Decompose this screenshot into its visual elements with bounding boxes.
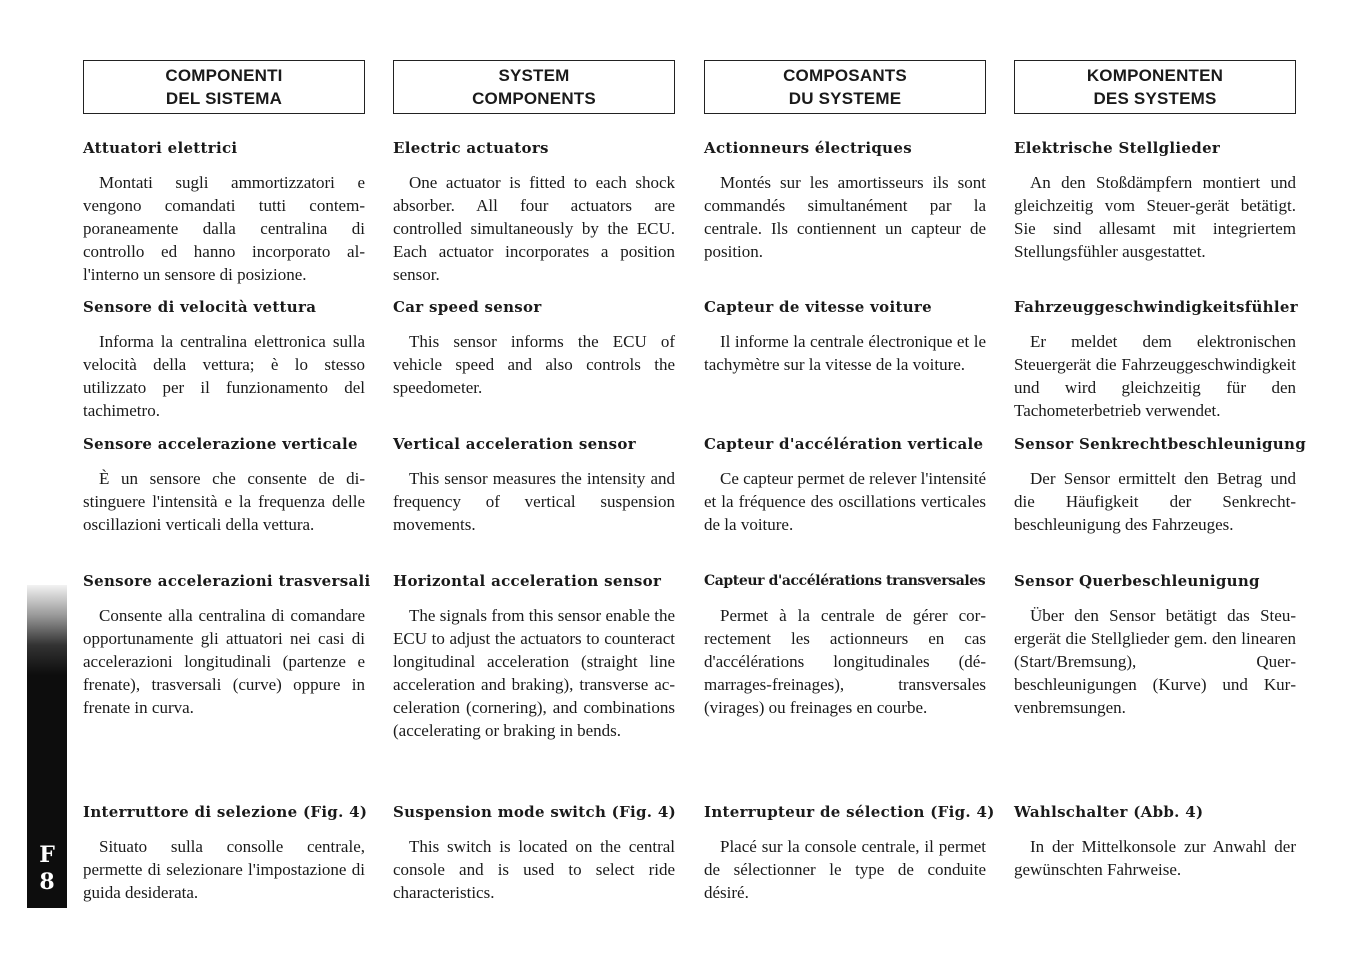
section-mode-switch [393,802,675,904]
section-body: È un sensore che consente de distinguere l'intensità e la frequenza delle oscillazioni verticali della vettura. [83,469,365,534]
section-body: Er meldet dem elektronischen Steuergerät die Fahrzeuggeschwindigkeit und wird gleichzeitig für den Tachometerbetrieb verwendet. [1014,332,1296,420]
section-horizontal-acceleration-sensor [704,571,986,719]
section-body: Informa la centralina elettronica sulla velocità della vettura; è lo stesso utilizzato per il funzionamento del tachimetro. [83,332,365,420]
section-body: This sensor measures the intensity and frequency of vertical suspension movements. [393,469,675,534]
section-title: Sensore accelerazione verticale [83,435,358,453]
header-line-1: SYSTEM [498,66,570,85]
section-title: Actionneurs électriques [704,139,912,157]
section-body: Situato sulla consolle centrale, permette di selezionare l'impostazione di guida desiderata. [83,837,365,902]
header-line-1: COMPONENTI [165,66,283,85]
section-electric-actuators [1014,138,1296,263]
section-mode-switch [704,802,995,904]
section-vertical-acceleration-sensor [393,434,675,536]
header-line-1: KOMPONENTEN [1086,66,1224,85]
section-car-speed-sensor [704,297,986,376]
section-horizontal-acceleration-sensor [393,571,675,742]
section-body: Der Sensor ermittelt den Betrag und die Häufigkeit der Senkrechtbeschleunigung des Fahrzeuges. [1014,469,1296,534]
section-title: Car speed sensor [393,298,542,316]
header-line-2: DES SYSTEMS [1093,89,1217,108]
section-title: Sensore accelerazioni trasversali [83,572,371,590]
section-title: Sensore di velocità vettura [83,298,317,316]
section-car-speed-sensor [393,297,675,399]
section-title: Sensor Querbeschleunigung [1014,572,1260,590]
section-electric-actuators [83,138,365,286]
section-body: Montés sur les amortisseurs ils sont commandés simultanément par la centrale. Ils contiennent un capteur de position. [704,173,986,261]
section-vertical-acceleration-sensor [1014,434,1307,536]
section-body: Placé sur la console centrale, il permet de sélectionner le type de conduite désiré. [704,837,986,902]
column-italian [83,60,371,902]
section-mode-switch [1014,802,1296,881]
section-title: Sensor Senkrechtbeschleunigung [1014,435,1307,453]
section-horizontal-acceleration-sensor [83,571,371,719]
section-title: Wahlschalter (Abb. 4) [1014,803,1204,821]
section-body: The signals from this sensor enable the ECU to adjust the actuators to counteract longitudinal acceleration (straight line acceleration and braking), transverse acceleration (cornering), and combinations (accelerating or braking in bends. [393,606,675,740]
column-header [1014,60,1296,114]
section-electric-actuators [704,138,986,263]
header-line-1: COMPOSANTS [783,66,907,85]
section-title: Horizontal acceleration sensor [393,572,662,590]
column-english [393,60,676,902]
section-body: This sensor informs the ECU of vehicle speed and also controls the speedometer. [393,332,675,397]
column-german [1014,60,1307,879]
section-title: Attuatori elettrici [83,139,238,157]
page-number: 8 [39,869,55,895]
column-header [704,60,986,114]
section-vertical-acceleration-sensor [704,434,986,536]
section-title: Capteur d'accélérations transversales [704,573,986,589]
section-title: Capteur de vitesse voiture [704,298,932,316]
section-horizontal-acceleration-sensor [1014,571,1296,719]
header-line-2: DU SYSTEME [788,89,902,108]
header-line-2: COMPONENTS [472,89,596,108]
section-vertical-acceleration-sensor [83,434,365,536]
section-title: Interrupteur de sélection (Fig. 4) [704,803,995,821]
section-electric-actuators [393,138,675,286]
section-car-speed-sensor [83,297,365,422]
column-header [83,60,365,114]
chapter-letter: F [39,842,55,868]
section-title: Elektrische Stellglieder [1014,139,1221,157]
section-mode-switch [83,802,368,904]
header-line-2: DEL SISTEMA [165,89,283,108]
column-french [704,60,995,902]
section-body: Über den Sensor betätigt das Steuergerät die Stellglieder gem. den linearen (Start/Bremsung), Querbeschleunigungen (Kurve) und Kurvenbremsungen. [1014,606,1296,717]
section-body: Ce capteur permet de relever l'intensité et la fréquence des oscillations verticales de la voiture. [704,469,986,534]
section-title: Electric actuators [393,139,549,157]
section-title: Vertical acceleration sensor [393,435,636,453]
section-car-speed-sensor [1014,297,1296,422]
section-body: Permet à la centrale de gérer correctement les actionneurs en cas d'accélérations longitudinales (démarrages-freinages), transversales (virages) ou freinages en courbe. [704,606,986,717]
section-title: Suspension mode switch (Fig. 4) [393,803,676,821]
section-body: Il informe la centrale électronique et le tachymètre sur la vitesse de la voiture. [704,332,986,374]
section-title: Fahrzeuggeschwindigkeitsfühler [1014,298,1298,316]
column-header [393,60,675,114]
section-body: Montati sugli ammortizzatori e vengono comandati tutti contemporaneamente dalla centralina di controllo ed hanno incorporato all'interno un sensore di posizione. [83,173,365,284]
section-body: An den Stoßdämpfern montiert und gleichzeitig vom Steuer-gerät betätigt. Sie sind allesamt mit integriertem Stellungsfühler ausgestattet. [1014,173,1296,261]
section-body: One actuator is fitted to each shock absorber. All four actuators are controlled simultaneously by the ECU. Each actuator incorporates a position sensor. [393,173,675,284]
section-body: Consente alla centralina di comandare opportunamente gli attuatori nei casi di accelerazioni longitudinali (partenze e frenate), trasversali (curve) oppure in frenate in curva. [83,606,365,717]
section-body: In der Mittelkonsole zur Anwahl der gewünschten Fahrweise. [1014,837,1296,879]
section-title: Capteur d'accélération verticale [704,435,984,453]
section-body: This switch is located on the central console and is used to select ride characteristics. [393,837,675,902]
chapter-side-tab [27,585,67,908]
section-title: Interruttore di selezione (Fig. 4) [83,803,368,821]
